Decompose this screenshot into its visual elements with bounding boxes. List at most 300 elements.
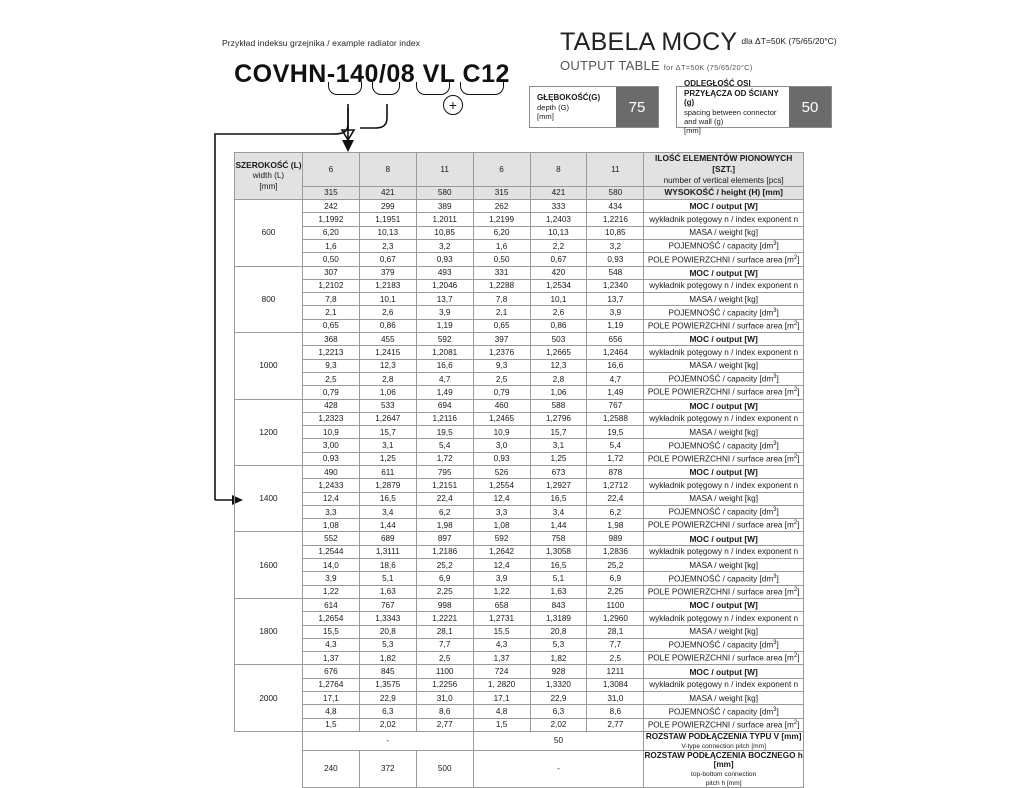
table-row bbox=[235, 625, 804, 638]
data-cell: 1,2712 bbox=[587, 479, 644, 492]
data-cell: 12,3 bbox=[530, 359, 587, 372]
table-row bbox=[235, 612, 804, 625]
spec-depth-label-en: depth (G) bbox=[537, 102, 570, 112]
data-cell: 1,2464 bbox=[587, 346, 644, 359]
data-cell: 2,8 bbox=[530, 372, 587, 385]
data-cell: 1,63 bbox=[359, 585, 416, 598]
data-cell: 1,2665 bbox=[530, 346, 587, 359]
data-cell: 6,20 bbox=[302, 226, 359, 239]
row-metric-label: POLE POWIERZCHNI / surface area $[m^2]$ bbox=[644, 652, 804, 665]
footer-label: ROZSTAW PODŁĄCZENIA TYPU V [mm] V-type connection pitch [mm] bbox=[644, 731, 804, 750]
data-cell: 7,8 bbox=[302, 293, 359, 306]
height-cell: 315 bbox=[473, 186, 530, 199]
data-cell: 2,5 bbox=[416, 652, 473, 665]
table-row bbox=[235, 572, 804, 585]
data-cell: 1,2642 bbox=[473, 545, 530, 558]
data-cell: 1,2731 bbox=[473, 612, 530, 625]
data-cell: 4,7 bbox=[416, 372, 473, 385]
data-cell: 1,2183 bbox=[359, 279, 416, 292]
data-cell: 1,22 bbox=[302, 585, 359, 598]
row-metric-label: POJEMNOŚĆ / capacity $[dm^3]$ bbox=[644, 572, 804, 585]
row-width-value: 1000 bbox=[235, 333, 303, 399]
table-row bbox=[235, 200, 804, 213]
footer-spacer bbox=[235, 731, 303, 750]
data-cell: 5,3 bbox=[359, 638, 416, 651]
data-cell: 3,9 bbox=[473, 572, 530, 585]
data-cell: 10,9 bbox=[302, 426, 359, 439]
data-cell: 3,0 bbox=[473, 439, 530, 452]
row-metric-label: POLE POWIERZCHNI / surface area $[m^2]$ bbox=[644, 585, 804, 598]
table-row bbox=[235, 399, 804, 412]
data-cell: 460 bbox=[473, 399, 530, 412]
row-metric-label: MOC / output [W] bbox=[644, 333, 804, 346]
data-cell: 25,2 bbox=[587, 559, 644, 572]
row-width-value: 1800 bbox=[235, 598, 303, 664]
spec-depth bbox=[529, 86, 659, 128]
data-cell: 1,2403 bbox=[530, 213, 587, 226]
data-cell: 2,5 bbox=[302, 372, 359, 385]
data-cell: 897 bbox=[416, 532, 473, 545]
data-cell: 1,3320 bbox=[530, 678, 587, 691]
data-cell: 0,50 bbox=[473, 253, 530, 266]
row-metric-label: wykładnik potęgowy n / index exponent n bbox=[644, 479, 804, 492]
data-cell: 9,3 bbox=[473, 359, 530, 372]
data-cell: 368 bbox=[302, 333, 359, 346]
data-cell: 689 bbox=[359, 532, 416, 545]
table-row bbox=[235, 439, 804, 452]
data-cell: 20,8 bbox=[530, 625, 587, 638]
table-height-row bbox=[235, 186, 804, 199]
data-cell: 2,02 bbox=[359, 718, 416, 731]
spec-spacing-label-en: spacing between connector and wall (g) bbox=[684, 107, 777, 126]
spec-depth-unit: [mm] bbox=[537, 111, 554, 121]
data-cell: 1,2376 bbox=[473, 346, 530, 359]
data-cell: 6,3 bbox=[359, 705, 416, 718]
data-cell: 1,08 bbox=[473, 519, 530, 532]
data-cell: 7,8 bbox=[473, 293, 530, 306]
table-row bbox=[235, 239, 804, 252]
data-cell: 18,6 bbox=[359, 559, 416, 572]
spec-boxes bbox=[529, 78, 832, 135]
row-metric-label: MASA / weight [kg] bbox=[644, 692, 804, 705]
data-cell: 5,4 bbox=[587, 439, 644, 452]
data-cell: 1,2199 bbox=[473, 213, 530, 226]
spec-spacing-label-pl: ODLEGŁOŚĆ OSI PRZYŁĄCZA OD ŚCIANY (g) bbox=[684, 78, 779, 108]
data-cell: 614 bbox=[302, 598, 359, 611]
data-cell: 2,6 bbox=[359, 306, 416, 319]
data-cell: 490 bbox=[302, 465, 359, 478]
index-braces bbox=[320, 82, 510, 108]
elements-count-cell: 11 bbox=[587, 153, 644, 187]
data-cell: 1,2323 bbox=[302, 412, 359, 425]
data-cell: 10,1 bbox=[530, 293, 587, 306]
data-cell: 2,8 bbox=[359, 372, 416, 385]
data-cell: 14,0 bbox=[302, 559, 359, 572]
data-cell: 1,49 bbox=[416, 386, 473, 399]
footer-row-v-connection bbox=[235, 731, 804, 750]
table-row bbox=[235, 638, 804, 651]
data-cell: 758 bbox=[530, 532, 587, 545]
data-cell: 12,3 bbox=[359, 359, 416, 372]
data-cell: 16,6 bbox=[416, 359, 473, 372]
row-metric-label: POJEMNOŚĆ / capacity $[dm^3]$ bbox=[644, 505, 804, 518]
data-cell: 694 bbox=[416, 399, 473, 412]
data-cell: 2,5 bbox=[587, 652, 644, 665]
row-metric-label: MOC / output [W] bbox=[644, 465, 804, 478]
data-cell: 0,79 bbox=[302, 386, 359, 399]
data-cell: 533 bbox=[359, 399, 416, 412]
height-cell: 580 bbox=[416, 186, 473, 199]
data-cell: 2,25 bbox=[416, 585, 473, 598]
table-row bbox=[235, 333, 804, 346]
table-row bbox=[235, 372, 804, 385]
spec-spacing-value: 50 bbox=[789, 87, 831, 127]
data-cell: 17,1 bbox=[302, 692, 359, 705]
row-metric-label: wykładnik potęgowy n / index exponent n bbox=[644, 545, 804, 558]
data-cell: 299 bbox=[359, 200, 416, 213]
data-cell: 676 bbox=[302, 665, 359, 678]
data-cell: 10,85 bbox=[416, 226, 473, 239]
table-row bbox=[235, 426, 804, 439]
elements-count-cell: 8 bbox=[359, 153, 416, 187]
data-cell: 12,4 bbox=[302, 492, 359, 505]
data-cell: 767 bbox=[359, 598, 416, 611]
row-metric-label: POJEMNOŚĆ / capacity $[dm^3]$ bbox=[644, 239, 804, 252]
data-cell: 1,6 bbox=[473, 239, 530, 252]
table-row bbox=[235, 479, 804, 492]
data-cell: 1,2102 bbox=[302, 279, 359, 292]
data-cell: 3,4 bbox=[359, 505, 416, 518]
table-row bbox=[235, 386, 804, 399]
data-cell: 0,50 bbox=[302, 253, 359, 266]
data-cell: 1,06 bbox=[530, 386, 587, 399]
data-cell: 1,2433 bbox=[302, 479, 359, 492]
data-cell: 20,8 bbox=[359, 625, 416, 638]
data-cell: 331 bbox=[473, 266, 530, 279]
data-cell: 6,9 bbox=[587, 572, 644, 585]
row-metric-label: POLE POWIERZCHNI / surface area $[m^2]$ bbox=[644, 386, 804, 399]
data-cell: 1,3343 bbox=[359, 612, 416, 625]
data-cell: 1,2465 bbox=[473, 412, 530, 425]
table-row bbox=[235, 412, 804, 425]
row-width-value: 2000 bbox=[235, 665, 303, 731]
data-cell: 16,5 bbox=[359, 492, 416, 505]
data-cell: 8,6 bbox=[587, 705, 644, 718]
row-width-value: 1400 bbox=[235, 465, 303, 531]
data-cell: 656 bbox=[587, 333, 644, 346]
data-cell: 3,9 bbox=[416, 306, 473, 319]
row-metric-label: MOC / output [W] bbox=[644, 266, 804, 279]
data-cell: 12,4 bbox=[473, 492, 530, 505]
data-cell: 843 bbox=[530, 598, 587, 611]
data-cell: 1,2654 bbox=[302, 612, 359, 625]
data-cell: 12,4 bbox=[473, 559, 530, 572]
data-cell: 5,3 bbox=[530, 638, 587, 651]
row-width-value: 1200 bbox=[235, 399, 303, 465]
data-cell: 15,7 bbox=[359, 426, 416, 439]
data-cell: 9,3 bbox=[302, 359, 359, 372]
table-row bbox=[235, 253, 804, 266]
output-table bbox=[234, 152, 804, 788]
spec-depth-label-pl: GŁĘBOKOŚĆ(G) bbox=[537, 93, 601, 103]
data-cell: 1,2927 bbox=[530, 479, 587, 492]
data-cell: 526 bbox=[473, 465, 530, 478]
data-cell: 16,5 bbox=[530, 559, 587, 572]
data-cell: 989 bbox=[587, 532, 644, 545]
data-cell: 22,4 bbox=[587, 492, 644, 505]
row-width-value: 1600 bbox=[235, 532, 303, 598]
data-cell: 16,6 bbox=[587, 359, 644, 372]
data-cell: 998 bbox=[416, 598, 473, 611]
footer-right-value: 50 bbox=[473, 731, 644, 750]
data-cell: 3,2 bbox=[587, 239, 644, 252]
data-cell: 1,2647 bbox=[359, 412, 416, 425]
index-code: COVHN-140/08 VL C12 bbox=[234, 60, 510, 88]
data-cell: 1,3189 bbox=[530, 612, 587, 625]
data-cell: 1,2544 bbox=[302, 545, 359, 558]
row-metric-label: MOC / output [W] bbox=[644, 665, 804, 678]
row-metric-label: MASA / weight [kg] bbox=[644, 359, 804, 372]
data-cell: 379 bbox=[359, 266, 416, 279]
table-row bbox=[235, 559, 804, 572]
row-metric-label: MASA / weight [kg] bbox=[644, 559, 804, 572]
data-cell: 3,3 bbox=[473, 505, 530, 518]
data-cell: 1,1951 bbox=[359, 213, 416, 226]
data-cell: 1,2796 bbox=[530, 412, 587, 425]
data-cell: 1,3058 bbox=[530, 545, 587, 558]
data-cell: 1,08 bbox=[302, 519, 359, 532]
data-cell: 2,77 bbox=[587, 718, 644, 731]
data-cell: 13,7 bbox=[416, 293, 473, 306]
footer-left-value: 500 bbox=[416, 750, 473, 787]
data-cell: 333 bbox=[530, 200, 587, 213]
data-cell: 0,65 bbox=[302, 319, 359, 332]
data-cell: 1,2256 bbox=[416, 678, 473, 691]
row-metric-label: wykładnik potęgowy n / index exponent n bbox=[644, 346, 804, 359]
data-cell: 493 bbox=[416, 266, 473, 279]
height-cell: 315 bbox=[302, 186, 359, 199]
data-cell: 420 bbox=[530, 266, 587, 279]
elements-group-header: ILOŚĆ ELEMENTÓW PIONOWYCH [SZT.] number of vertical elements [pcs] bbox=[644, 153, 804, 187]
data-cell: 3,1 bbox=[530, 439, 587, 452]
data-cell: 1,3111 bbox=[359, 545, 416, 558]
data-cell: 0,79 bbox=[473, 386, 530, 399]
data-cell: 0,93 bbox=[416, 253, 473, 266]
title-second: OUTPUT TABLE bbox=[560, 58, 660, 73]
data-cell: 3,2 bbox=[416, 239, 473, 252]
data-cell: 5,4 bbox=[416, 439, 473, 452]
plus-icon: + bbox=[443, 95, 463, 115]
data-cell: 673 bbox=[530, 465, 587, 478]
data-cell: 1,2011 bbox=[416, 213, 473, 226]
data-cell: 658 bbox=[473, 598, 530, 611]
footer-left-value: 372 bbox=[359, 750, 416, 787]
data-cell: 1,63 bbox=[530, 585, 587, 598]
row-metric-label: POJEMNOŚĆ / capacity $[dm^3]$ bbox=[644, 439, 804, 452]
table-row bbox=[235, 266, 804, 279]
data-cell: 28,1 bbox=[587, 625, 644, 638]
height-cell: 421 bbox=[530, 186, 587, 199]
title-main-condition: dla ΔT=50K (75/65/20°C) bbox=[741, 36, 837, 46]
data-cell: 10,13 bbox=[530, 226, 587, 239]
data-cell: 503 bbox=[530, 333, 587, 346]
data-cell: 1,2764 bbox=[302, 678, 359, 691]
data-cell: 795 bbox=[416, 465, 473, 478]
data-cell: 2,77 bbox=[416, 718, 473, 731]
data-cell: 1,2046 bbox=[416, 279, 473, 292]
data-cell: 0,93 bbox=[302, 452, 359, 465]
spec-spacing bbox=[676, 78, 832, 135]
data-cell: 611 bbox=[359, 465, 416, 478]
data-cell: 7,7 bbox=[587, 638, 644, 651]
data-cell: 4,3 bbox=[302, 638, 359, 651]
data-cell: 3,00 bbox=[302, 439, 359, 452]
data-cell: 592 bbox=[416, 333, 473, 346]
data-cell: 1,2879 bbox=[359, 479, 416, 492]
data-cell: 31,0 bbox=[587, 692, 644, 705]
data-cell: 1,72 bbox=[587, 452, 644, 465]
data-cell: 1,25 bbox=[530, 452, 587, 465]
row-metric-label: MOC / output [W] bbox=[644, 532, 804, 545]
table-row bbox=[235, 519, 804, 532]
footer-right-value: - bbox=[473, 750, 644, 787]
data-cell: 1,72 bbox=[416, 452, 473, 465]
row-metric-label: POLE POWIERZCHNI / surface area $[m^2]$ bbox=[644, 718, 804, 731]
table-row bbox=[235, 465, 804, 478]
data-cell: 1100 bbox=[416, 665, 473, 678]
data-cell: 1,5 bbox=[473, 718, 530, 731]
height-cell: 421 bbox=[359, 186, 416, 199]
table-row bbox=[235, 678, 804, 691]
table-row bbox=[235, 306, 804, 319]
row-metric-label: MASA / weight [kg] bbox=[644, 492, 804, 505]
data-cell: 19,5 bbox=[416, 426, 473, 439]
row-metric-label: wykładnik potęgowy n / index exponent n bbox=[644, 213, 804, 226]
row-metric-label: MOC / output [W] bbox=[644, 399, 804, 412]
data-cell: 1, 2820 bbox=[473, 678, 530, 691]
elements-count-cell: 8 bbox=[530, 153, 587, 187]
data-cell: 1,2116 bbox=[416, 412, 473, 425]
output-table-body bbox=[235, 153, 804, 788]
data-cell: 1,98 bbox=[587, 519, 644, 532]
data-cell: 0,67 bbox=[530, 253, 587, 266]
row-metric-label: POLE POWIERZCHNI / surface area $[m^2]$ bbox=[644, 319, 804, 332]
data-cell: 1,22 bbox=[473, 585, 530, 598]
footer-left-value: - bbox=[302, 731, 473, 750]
data-cell: 767 bbox=[587, 399, 644, 412]
table-row bbox=[235, 598, 804, 611]
table-row bbox=[235, 213, 804, 226]
row-width-value: 600 bbox=[235, 200, 303, 266]
data-cell: 2,1 bbox=[473, 306, 530, 319]
data-cell: 1,2554 bbox=[473, 479, 530, 492]
table-row bbox=[235, 279, 804, 292]
row-width-value: 800 bbox=[235, 266, 303, 332]
data-cell: 1,44 bbox=[359, 519, 416, 532]
data-cell: 588 bbox=[530, 399, 587, 412]
data-cell: 397 bbox=[473, 333, 530, 346]
data-cell: 3,1 bbox=[359, 439, 416, 452]
data-cell: 8,6 bbox=[416, 705, 473, 718]
data-cell: 928 bbox=[530, 665, 587, 678]
data-cell: 3,9 bbox=[302, 572, 359, 585]
data-cell: 389 bbox=[416, 200, 473, 213]
data-cell: 2,5 bbox=[473, 372, 530, 385]
data-cell: 5,1 bbox=[530, 572, 587, 585]
row-metric-label: MASA / weight [kg] bbox=[644, 426, 804, 439]
data-cell: 25,2 bbox=[416, 559, 473, 572]
spec-depth-value: 75 bbox=[616, 87, 658, 127]
data-cell: 3,4 bbox=[530, 505, 587, 518]
data-cell: 1,2288 bbox=[473, 279, 530, 292]
data-cell: 3,3 bbox=[302, 505, 359, 518]
table-row bbox=[235, 665, 804, 678]
data-cell: 6,3 bbox=[530, 705, 587, 718]
row-metric-label: MASA / weight [kg] bbox=[644, 226, 804, 239]
data-cell: 1,82 bbox=[530, 652, 587, 665]
height-cell: 580 bbox=[587, 186, 644, 199]
data-cell: 1,1992 bbox=[302, 213, 359, 226]
data-cell: 2,3 bbox=[359, 239, 416, 252]
row-metric-label: MOC / output [W] bbox=[644, 598, 804, 611]
table-row bbox=[235, 545, 804, 558]
data-cell: 2,2 bbox=[530, 239, 587, 252]
data-cell: 1,3575 bbox=[359, 678, 416, 691]
data-cell: 1,37 bbox=[302, 652, 359, 665]
data-cell: 4,8 bbox=[473, 705, 530, 718]
data-cell: 19,5 bbox=[587, 426, 644, 439]
data-cell: 22,9 bbox=[359, 692, 416, 705]
row-metric-label: POJEMNOŚĆ / capacity $[dm^3]$ bbox=[644, 705, 804, 718]
row-metric-label: POJEMNOŚĆ / capacity $[dm^3]$ bbox=[644, 638, 804, 651]
data-cell: 434 bbox=[587, 200, 644, 213]
row-metric-label: wykładnik potęgowy n / index exponent n bbox=[644, 279, 804, 292]
data-cell: 22,9 bbox=[530, 692, 587, 705]
table-row bbox=[235, 532, 804, 545]
row-metric-label: POLE POWIERZCHNI / surface area $[m^2]$ bbox=[644, 452, 804, 465]
page-title bbox=[560, 28, 837, 73]
data-cell: 878 bbox=[587, 465, 644, 478]
data-cell: 0,86 bbox=[359, 319, 416, 332]
table-row bbox=[235, 692, 804, 705]
data-cell: 1,2221 bbox=[416, 612, 473, 625]
data-cell: 1,2216 bbox=[587, 213, 644, 226]
footer-row-side-connection bbox=[235, 750, 804, 787]
data-cell: 1,6 bbox=[302, 239, 359, 252]
data-cell: 3,9 bbox=[587, 306, 644, 319]
data-cell: 1,37 bbox=[473, 652, 530, 665]
data-cell: 1,2960 bbox=[587, 612, 644, 625]
table-row bbox=[235, 718, 804, 731]
table-row bbox=[235, 705, 804, 718]
data-cell: 1,44 bbox=[530, 519, 587, 532]
data-cell: 1,2151 bbox=[416, 479, 473, 492]
data-cell: 724 bbox=[473, 665, 530, 678]
data-cell: 31,0 bbox=[416, 692, 473, 705]
table-row bbox=[235, 652, 804, 665]
data-cell: 4,8 bbox=[302, 705, 359, 718]
table-row bbox=[235, 452, 804, 465]
data-cell: 6,2 bbox=[587, 505, 644, 518]
footer-spacer bbox=[235, 750, 303, 787]
data-cell: 0,65 bbox=[473, 319, 530, 332]
data-cell: 15,5 bbox=[473, 625, 530, 638]
row-metric-label: wykładnik potęgowy n / index exponent n bbox=[644, 612, 804, 625]
row-metric-label: MASA / weight [kg] bbox=[644, 293, 804, 306]
footer-left-value: 240 bbox=[302, 750, 359, 787]
data-cell: 2,1 bbox=[302, 306, 359, 319]
data-cell: 28,1 bbox=[416, 625, 473, 638]
